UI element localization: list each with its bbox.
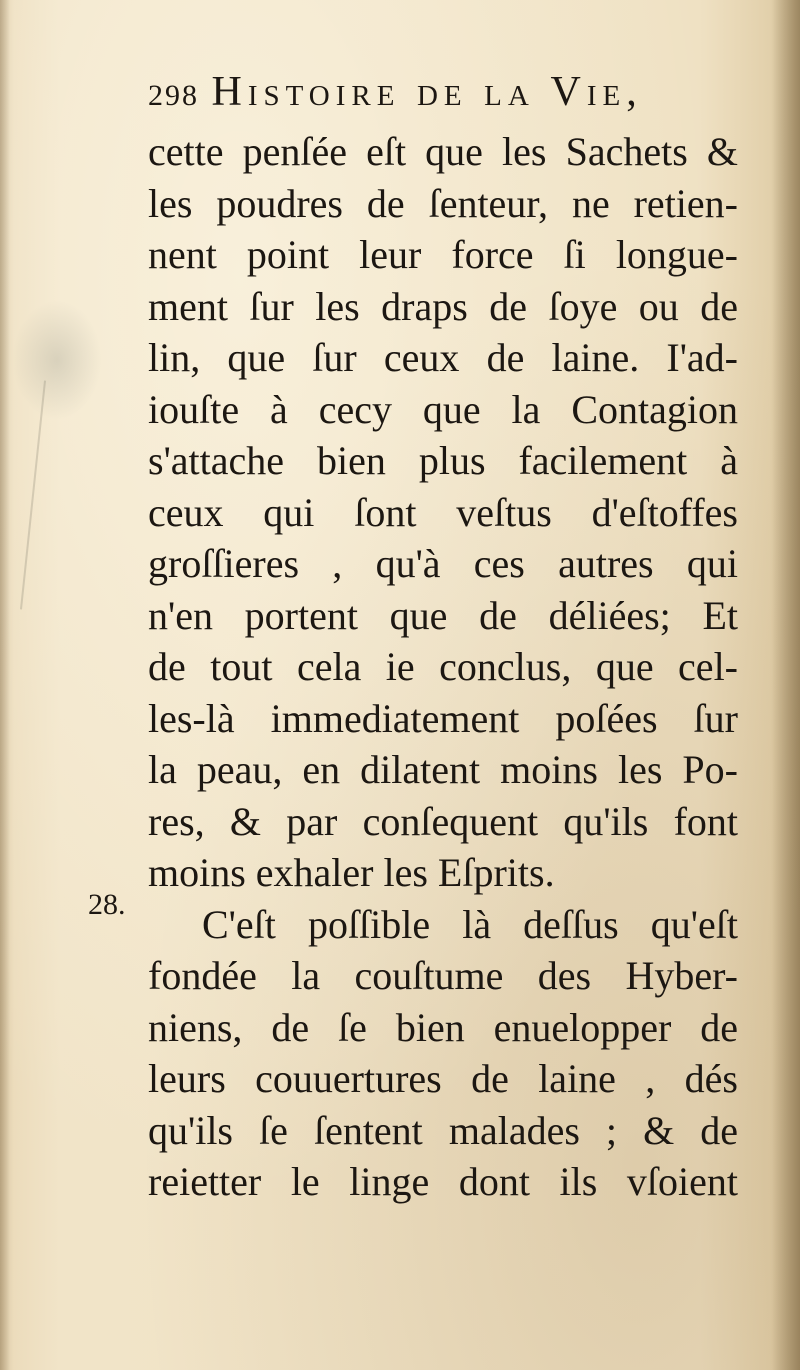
page-left-edge [0,0,10,1370]
text-line: ment ſur les draps de ſoye ou de [148,283,738,329]
text-line: moins exhaler les Eſprits. [148,850,555,895]
paper-stain [12,300,102,420]
text-line: de tout cela ie conclus, que cel- [148,644,738,689]
page-number: 298 [148,79,199,112]
text-line: reietter le linge dont ils vſoient [148,1159,738,1204]
text-line: s'attache bien plus facilement à [148,438,738,483]
text-line: iouſte à cecy que la Contagion [148,386,738,432]
text-line: cette penſée eſt que les Sachets & [148,129,738,174]
text-line: les-là immediatement poſées ſur [148,695,738,741]
text-line: res, & par conſequent qu'ils font [148,798,738,844]
text-line: niens, de ſe bien enuelopper de [148,1004,738,1050]
page-header [148,68,738,126]
text-line: fondée la couſtume des Hyber- [148,953,738,998]
text-line: groſſieres , qu'à ces autres qui [148,541,738,586]
text-line: C'eſt poſſible là deſſus qu'eſt [202,901,738,947]
text-line: leurs couuertures de laine , dés [148,1056,738,1101]
paragraph-number: 28. [88,888,126,921]
paper-crease [20,381,46,610]
text-line: ceux qui ſont veſtus d'eſtoffes [148,489,738,535]
text-block [148,68,738,1208]
running-title: Histoire de la Vie, [211,69,643,115]
text-line: la peau, en dilatent moins les Po- [148,747,738,792]
text-line: qu'ils ſe ſentent malades ; & de [148,1107,738,1153]
text-line: lin, que ſur ceux de laine. I'ad- [148,335,738,380]
text-line: les poudres de ſenteur, ne retien- [148,180,738,226]
page-gutter-shadow [772,0,800,1370]
text-line: nent point leur force ſi longue- [148,232,738,277]
text-line: n'en portent que de déliées; Et [148,592,738,638]
